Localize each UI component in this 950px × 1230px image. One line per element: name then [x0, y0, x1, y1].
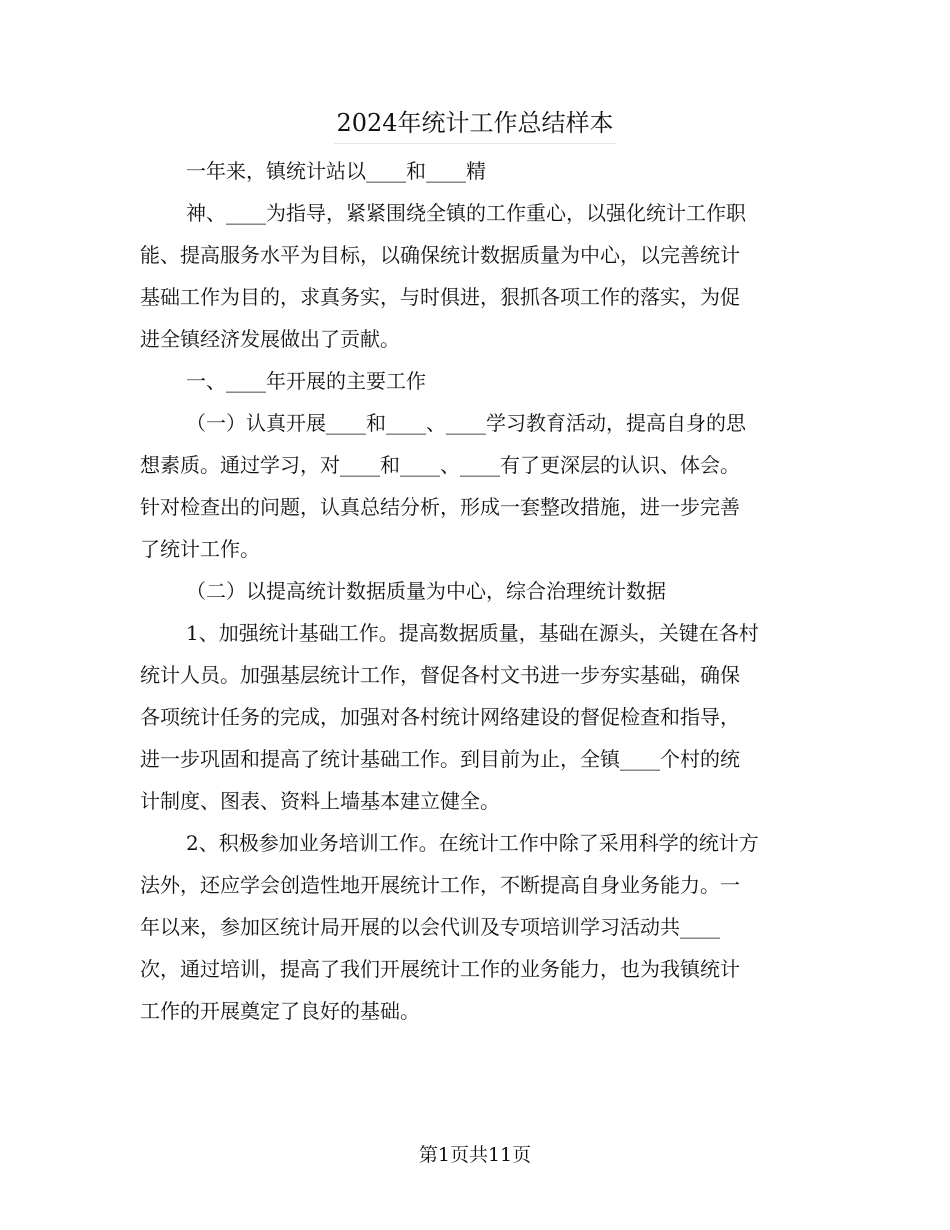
- body-line: 法外，还应学会创造性地开展统计工作，不断提高自身业务能力。一: [140, 873, 740, 897]
- subsection-heading: （二）以提高统计数据质量为中心，综合治理统计数据: [186, 579, 666, 603]
- body-line: 统计人员。加强基层统计工作，督促各村文书进一步夯实基础，确保: [140, 663, 740, 687]
- body-line: 一年来，镇统计站以____和____精: [186, 159, 486, 183]
- body-line: 能、提高服务水平为目标，以确保统计数据质量为中心，以完善统计: [140, 243, 740, 267]
- document-title: 2024年统计工作总结样本: [336, 109, 614, 137]
- numbered-item: 1、加强统计基础工作。提高数据质量，基础在源头，关键在各村: [186, 621, 759, 645]
- body-line: 神、____为指导，紧紧围绕全镇的工作重心，以强化统计工作职: [186, 201, 746, 225]
- body-line: 年以来，参加区统计局开展的以会代训及专项培训学习活动共____: [140, 915, 720, 939]
- body-line: 工作的开展奠定了良好的基础。: [140, 999, 420, 1023]
- body-line: 基础工作为目的，求真务实，与时俱进，狠抓各项工作的落实，为促: [140, 285, 740, 309]
- body-line: 进一步巩固和提高了统计基础工作。到目前为止，全镇____个村的统: [140, 747, 740, 771]
- body-line: 各项统计任务的完成，加强对各村统计网络建设的督促检查和指导，: [140, 705, 740, 729]
- document-body: [140, 150, 810, 1032]
- body-line: 针对检查出的问题，认真总结分析，形成一套整改措施，进一步完善: [140, 495, 740, 519]
- body-line: 进全镇经济发展做出了贡献。: [140, 327, 400, 351]
- body-line: 次，通过培训，提高了我们开展统计工作的业务能力，也为我镇统计: [140, 957, 740, 981]
- page-footer: 第1页共11页: [418, 1144, 532, 1166]
- numbered-item: 2、积极参加业务培训工作。在统计工作中除了采用科学的统计方: [186, 831, 759, 855]
- section-heading: 一、____年开展的主要工作: [186, 369, 426, 393]
- title-divider: [334, 143, 616, 144]
- body-line: 想素质。通过学习，对____和____、____有了更深层的认识、体会。: [140, 453, 740, 477]
- body-line: 计制度、图表、资料上墙基本建立健全。: [140, 789, 500, 813]
- body-line: 了统计工作。: [140, 537, 260, 561]
- subsection-heading: （一）认真开展____和____、____学习教育活动，提高自身的思: [186, 411, 746, 435]
